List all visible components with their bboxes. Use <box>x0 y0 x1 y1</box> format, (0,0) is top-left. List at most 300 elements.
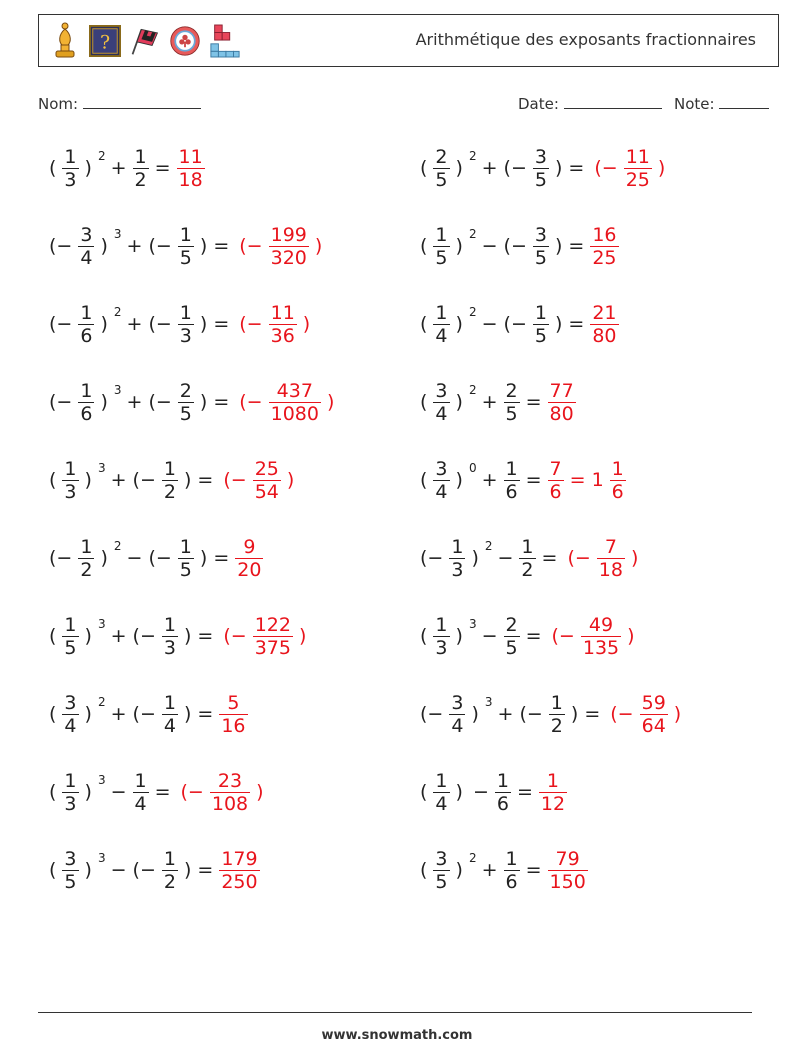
operator: + <box>110 157 127 179</box>
operator: = <box>525 391 542 413</box>
fraction <box>433 380 449 425</box>
header-icons <box>49 19 241 63</box>
exponent: 2 <box>468 305 477 319</box>
operator: ( <box>420 469 428 491</box>
operator: ) <box>455 625 463 647</box>
numerator: 1 <box>505 457 518 480</box>
operator: − (− <box>110 859 156 881</box>
fraction <box>162 848 178 893</box>
numerator: 49 <box>588 613 614 636</box>
denominator: 4 <box>435 324 448 347</box>
denominator: 6 <box>549 480 562 503</box>
fraction <box>597 536 625 581</box>
problem-item <box>44 764 269 820</box>
note-field[interactable] <box>674 94 769 113</box>
fraction <box>62 458 78 503</box>
fraction <box>433 848 449 893</box>
numerator: 11 <box>178 145 203 168</box>
problem-item <box>415 686 686 742</box>
numerator: 3 <box>435 379 448 402</box>
operator: + (− <box>110 703 156 725</box>
denominator: 5 <box>505 402 518 425</box>
operator: ) <box>627 625 635 647</box>
operator: ) <box>657 157 666 179</box>
denominator: 4 <box>134 792 147 815</box>
fraction <box>78 380 94 425</box>
exponent: 3 <box>97 461 106 475</box>
denominator: 5 <box>534 168 547 191</box>
numerator: 11 <box>270 301 295 324</box>
operator: ) = <box>183 469 214 491</box>
operator: ) <box>455 469 463 491</box>
denominator: 5 <box>435 168 448 191</box>
answer <box>589 224 619 269</box>
exponent: 2 <box>97 695 106 709</box>
footer-divider <box>38 1012 752 1013</box>
answer <box>538 770 568 815</box>
operator: ) <box>84 703 92 725</box>
numerator: 1 <box>435 301 448 324</box>
operator: ) <box>302 313 311 335</box>
denominator: 5 <box>64 870 77 893</box>
problem-item <box>44 140 206 196</box>
numerator: 1 <box>80 301 93 324</box>
fraction <box>433 458 449 503</box>
problem-item <box>44 452 299 508</box>
operator: ) <box>455 157 463 179</box>
operator: ) = <box>570 703 601 725</box>
denominator: 16 <box>221 714 246 737</box>
poker-chip-icon <box>169 21 201 61</box>
fraction <box>449 536 465 581</box>
denominator: 5 <box>534 324 547 347</box>
operator: ) = <box>183 859 214 881</box>
fraction <box>549 692 565 737</box>
fraction <box>504 848 520 893</box>
denominator: 25 <box>625 168 650 191</box>
denominator: 1080 <box>270 402 319 425</box>
numerator: 1 <box>80 535 93 558</box>
fraction <box>133 146 149 191</box>
fraction <box>162 614 178 659</box>
fraction <box>533 302 549 347</box>
operator: ( <box>49 781 57 803</box>
fraction <box>539 770 567 815</box>
problem-item <box>44 218 327 274</box>
fraction <box>504 380 520 425</box>
operator: ) = <box>199 235 230 257</box>
denominator: 375 <box>254 636 291 659</box>
problem-item <box>44 296 315 352</box>
problem-item <box>44 608 311 664</box>
denominator: 5 <box>179 402 192 425</box>
operator: ) = <box>554 313 585 335</box>
numerator: 59 <box>641 691 666 714</box>
note-blank[interactable] <box>719 94 769 109</box>
denominator: 5 <box>505 636 518 659</box>
problem-item <box>44 374 339 430</box>
fraction <box>210 770 250 815</box>
numerator: 3 <box>435 847 448 870</box>
denominator: 64 <box>641 714 666 737</box>
fraction <box>269 380 321 425</box>
numerator: 23 <box>217 769 243 792</box>
operator: ) <box>256 781 264 803</box>
answer <box>176 146 206 191</box>
numerator: 1 <box>496 769 509 792</box>
fraction <box>433 224 449 269</box>
numerator: 1 <box>163 691 176 714</box>
fraction <box>533 224 549 269</box>
denominator: 2 <box>521 558 534 581</box>
note-label: Note: <box>674 95 715 113</box>
numerator: 1 <box>179 535 192 558</box>
operator: (− <box>49 547 73 569</box>
problem-item <box>415 374 577 430</box>
answer <box>234 224 327 269</box>
numerator: 5 <box>227 691 240 714</box>
answer <box>562 536 643 581</box>
exponent: 3 <box>113 227 122 241</box>
numerator: 3 <box>435 457 448 480</box>
numerator: 1 <box>134 145 147 168</box>
operator: = <box>154 157 171 179</box>
operator: ) <box>673 703 682 725</box>
answer <box>605 692 686 737</box>
question-box-icon <box>89 21 121 61</box>
numerator: 1 <box>64 457 77 480</box>
operator: ) <box>455 391 463 413</box>
denominator: 2 <box>80 558 93 581</box>
answer <box>547 458 627 503</box>
numerator: 16 <box>592 223 617 246</box>
operator: ) <box>84 781 92 803</box>
operator: − <box>110 781 127 803</box>
fraction <box>178 536 194 581</box>
denominator: 5 <box>179 246 192 269</box>
operator: ) = <box>183 625 214 647</box>
exponent: 3 <box>97 851 106 865</box>
denominator: 4 <box>435 480 448 503</box>
operator: ) <box>84 157 92 179</box>
operator: + <box>481 469 498 491</box>
operator: + (− <box>110 469 156 491</box>
fraction <box>624 146 652 191</box>
operator: ) = <box>199 547 230 569</box>
worksheet-header <box>38 14 779 67</box>
denominator: 150 <box>549 870 586 893</box>
bishop-icon <box>49 21 81 61</box>
denominator: 80 <box>549 402 574 425</box>
fraction <box>610 458 626 503</box>
fraction <box>253 614 293 659</box>
fraction <box>178 224 194 269</box>
exponent: 2 <box>113 539 122 553</box>
denominator: 2 <box>550 714 563 737</box>
exponent: 2 <box>484 539 493 553</box>
exponent: 3 <box>97 617 106 631</box>
exponent: 0 <box>468 461 477 475</box>
operator: ) <box>455 781 463 803</box>
operator: = 1 <box>569 469 604 491</box>
operator: + (− <box>481 157 527 179</box>
fraction <box>219 848 259 893</box>
operator: = <box>525 625 542 647</box>
operator: ( <box>420 235 428 257</box>
fraction <box>162 458 178 503</box>
fraction <box>433 146 449 191</box>
operator: ) <box>455 859 463 881</box>
numerator: 437 <box>276 379 313 402</box>
denominator: 4 <box>435 792 448 815</box>
denominator: 5 <box>435 246 448 269</box>
numerator: 1 <box>546 769 560 792</box>
fraction <box>62 614 78 659</box>
denominator: 18 <box>598 558 623 581</box>
fraction <box>433 302 449 347</box>
denominator: 6 <box>80 324 93 347</box>
problem-item <box>415 140 670 196</box>
name-label: Nom: <box>38 95 79 113</box>
operator: ( <box>49 859 57 881</box>
exponent: 2 <box>97 149 106 163</box>
fraction <box>533 146 549 191</box>
answer <box>176 770 269 815</box>
denominator: 6 <box>505 480 518 503</box>
fraction <box>269 224 309 269</box>
operator: (− <box>180 781 204 803</box>
problem-item <box>415 842 589 898</box>
fraction <box>433 614 449 659</box>
numerator: 1 <box>534 301 547 324</box>
denominator: 12 <box>540 792 566 815</box>
operator: ) <box>84 469 92 491</box>
numerator: 79 <box>555 847 580 870</box>
problem-item <box>415 218 620 274</box>
operator: = <box>541 547 558 569</box>
operator: ) = <box>554 235 585 257</box>
denominator: 18 <box>178 168 203 191</box>
fraction <box>133 770 149 815</box>
name-blank[interactable] <box>83 94 201 109</box>
operator: (− <box>223 625 247 647</box>
operator: ) = <box>554 157 585 179</box>
date-field[interactable] <box>518 94 662 113</box>
denominator: 20 <box>237 558 262 581</box>
footer-url: www.snowmath.com <box>321 1028 473 1043</box>
denominator: 2 <box>134 168 147 191</box>
operator: + <box>481 391 498 413</box>
date-blank[interactable] <box>564 94 662 109</box>
numerator: 199 <box>270 223 307 246</box>
numerator: 3 <box>64 847 77 870</box>
numerator: 1 <box>64 613 77 636</box>
numerator: 3 <box>80 223 93 246</box>
checkered-flag-icon <box>129 21 161 61</box>
numerator: 1 <box>521 535 534 558</box>
fraction <box>235 536 263 581</box>
problem-item <box>415 764 568 820</box>
denominator: 2 <box>163 480 176 503</box>
denominator: 6 <box>611 480 624 503</box>
operator: ( <box>420 859 428 881</box>
operator: = <box>516 781 533 803</box>
numerator: 2 <box>505 613 518 636</box>
problem-item <box>415 530 643 586</box>
denominator: 25 <box>592 246 617 269</box>
numerator: 2 <box>435 145 448 168</box>
operator: ) <box>100 391 108 413</box>
answer <box>589 146 670 191</box>
numerator: 1 <box>505 847 518 870</box>
operator: (− <box>420 703 444 725</box>
operator: − <box>481 625 498 647</box>
fraction <box>162 692 178 737</box>
operator: ) <box>326 391 335 413</box>
denominator: 36 <box>270 324 295 347</box>
operator: + (− <box>110 625 156 647</box>
fraction <box>178 380 194 425</box>
numerator: 122 <box>254 613 291 636</box>
operator: ) <box>314 235 323 257</box>
numerator: 1 <box>64 769 77 792</box>
fraction <box>504 614 520 659</box>
denominator: 3 <box>64 168 77 191</box>
operator: ( <box>49 703 57 725</box>
numerator: 3 <box>64 691 77 714</box>
tetris-blocks-icon <box>209 21 241 61</box>
problem-item <box>415 452 627 508</box>
denominator: 54 <box>254 480 279 503</box>
numerator: 2 <box>505 379 518 402</box>
numerator: 1 <box>163 613 176 636</box>
operator: ) <box>630 547 639 569</box>
exponent: 3 <box>484 695 493 709</box>
problem-item <box>44 530 264 586</box>
answer <box>234 380 339 425</box>
fraction <box>548 848 588 893</box>
denominator: 5 <box>64 636 77 659</box>
numerator: 1 <box>435 613 448 636</box>
operator: ( <box>420 313 428 335</box>
numerator: 3 <box>451 691 464 714</box>
operator: ) <box>471 703 479 725</box>
fraction <box>253 458 281 503</box>
operator: (− <box>49 391 73 413</box>
numerator: 25 <box>254 457 279 480</box>
answer <box>234 536 264 581</box>
numerator: 1 <box>550 691 563 714</box>
fraction <box>504 458 520 503</box>
operator: ) <box>84 625 92 647</box>
operator: − (− <box>481 313 527 335</box>
exponent: 3 <box>97 773 106 787</box>
numerator: 1 <box>64 145 77 168</box>
denominator: 4 <box>451 714 464 737</box>
answer <box>234 302 315 347</box>
numerator: 77 <box>549 379 574 402</box>
operator: + (− <box>126 235 172 257</box>
numerator: 3 <box>534 145 547 168</box>
denominator: 3 <box>64 480 77 503</box>
numerator: 1 <box>451 535 464 558</box>
numerator: 1 <box>134 769 147 792</box>
operator: ) <box>100 313 108 335</box>
fraction <box>519 536 535 581</box>
operator: ( <box>49 625 57 647</box>
numerator: 1 <box>611 457 624 480</box>
problem-item <box>415 608 640 664</box>
operator: + (− <box>126 313 172 335</box>
denominator: 4 <box>80 246 93 269</box>
fraction <box>269 302 297 347</box>
operator: (− <box>239 313 263 335</box>
operator: ( <box>420 391 428 413</box>
operator: (− <box>49 235 73 257</box>
fraction <box>449 692 465 737</box>
operator: − <box>472 781 489 803</box>
exponent: 2 <box>468 383 477 397</box>
numerator: 7 <box>604 535 617 558</box>
fraction <box>177 146 205 191</box>
exponent: 2 <box>468 851 477 865</box>
operator: + (− <box>126 391 172 413</box>
fraction <box>219 692 247 737</box>
operator: ) <box>100 547 108 569</box>
operator: ) <box>455 313 463 335</box>
exponent: 2 <box>113 305 122 319</box>
operator: (− <box>223 469 247 491</box>
denominator: 80 <box>592 324 617 347</box>
operator: ( <box>420 157 428 179</box>
operator: ) = <box>199 391 230 413</box>
operator: ( <box>420 625 428 647</box>
fraction <box>178 302 194 347</box>
numerator: 1 <box>163 457 176 480</box>
operator: = <box>154 781 171 803</box>
problem-item <box>44 842 261 898</box>
numerator: 11 <box>625 145 650 168</box>
fraction <box>590 302 618 347</box>
svg-text:?: ? <box>99 32 111 54</box>
denominator: 4 <box>435 402 448 425</box>
name-field[interactable] <box>38 94 201 113</box>
operator: (− <box>610 703 634 725</box>
operator: + (− <box>497 703 543 725</box>
denominator: 250 <box>221 870 258 893</box>
numerator: 1 <box>435 769 448 792</box>
exponent: 2 <box>468 227 477 241</box>
operator: − (− <box>126 547 172 569</box>
denominator: 5 <box>534 246 547 269</box>
operator: (− <box>594 157 618 179</box>
answer <box>218 692 248 737</box>
operator: ( <box>49 157 57 179</box>
denominator: 6 <box>505 870 518 893</box>
denominator: 3 <box>451 558 464 581</box>
denominator: 108 <box>211 792 249 815</box>
numerator: 179 <box>221 847 258 870</box>
numerator: 1 <box>179 223 192 246</box>
denominator: 320 <box>270 246 307 269</box>
exponent: 2 <box>468 149 477 163</box>
operator: (− <box>551 625 575 647</box>
numerator: 1 <box>435 223 448 246</box>
operator: (− <box>239 391 263 413</box>
operator: ) <box>84 859 92 881</box>
problem-item <box>44 686 249 742</box>
answer <box>547 380 577 425</box>
